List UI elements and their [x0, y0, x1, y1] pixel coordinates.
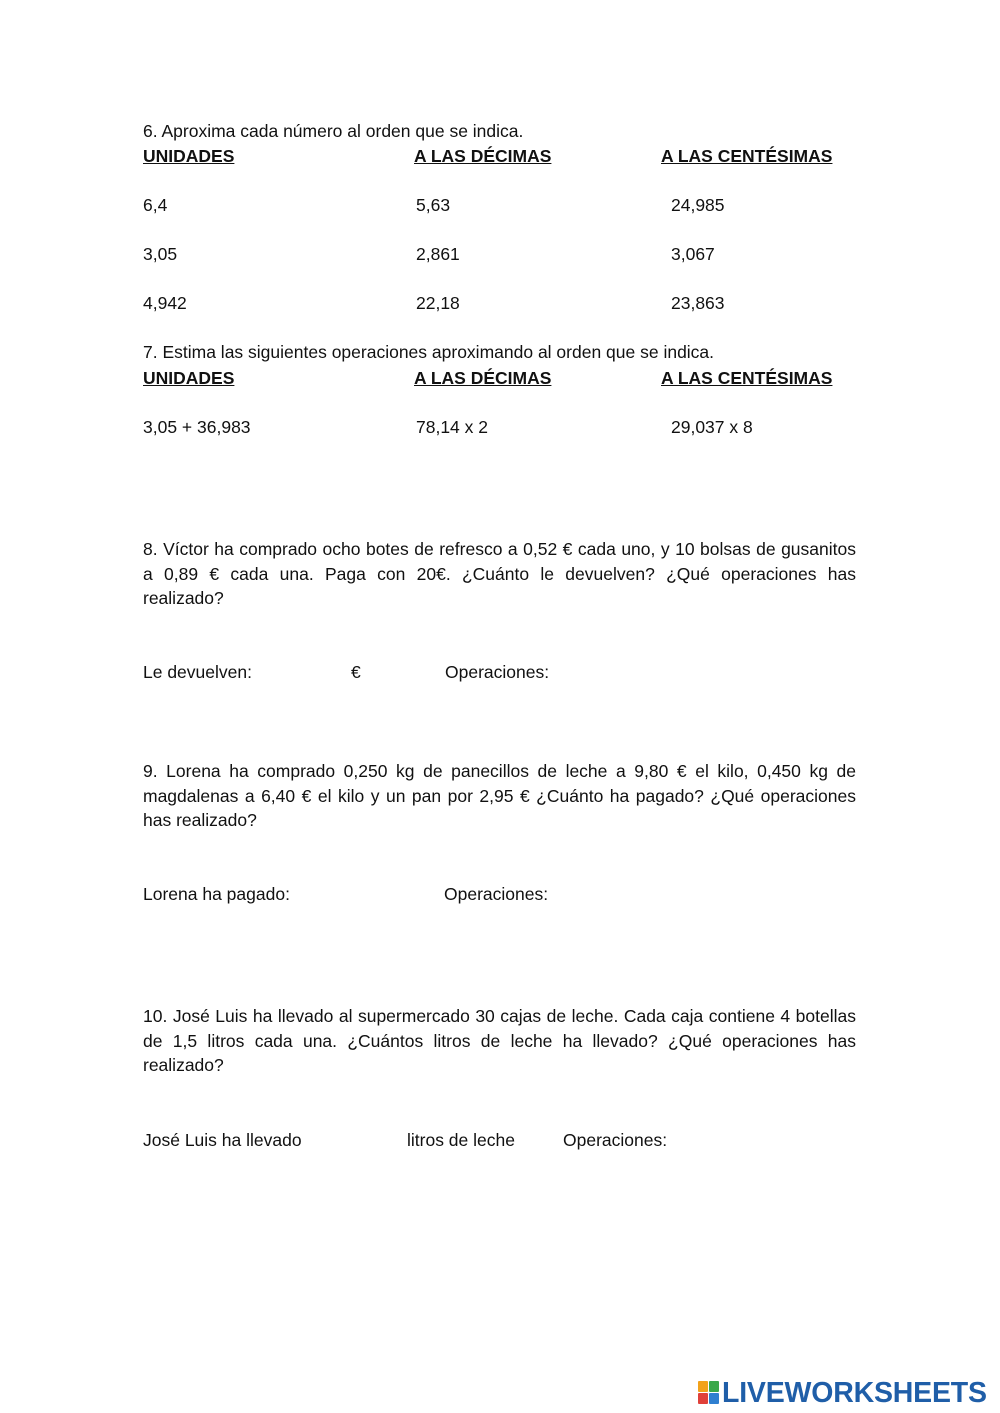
ex7-prompt: 7. Estima las siguientes operaciones aproximando al orden que se indica.	[143, 342, 715, 362]
ex6-r1-c3: 24,985	[671, 195, 725, 215]
ex6-r2-c2: 2,861	[416, 244, 460, 264]
ex7-header-unidades: UNIDADES	[143, 368, 235, 388]
ex6-r2-c3: 3,067	[671, 244, 715, 264]
liveworksheets-logo-text: LIVEWORKSHEETS	[722, 1377, 987, 1409]
ex8-answer-label: Le devuelven:	[143, 662, 252, 682]
liveworksheets-logo	[698, 1378, 994, 1408]
ex9-operations-label: Operaciones:	[444, 884, 549, 904]
ex10-problem-text: 10. José Luis ha llevado al supermercado 30 cajas de leche. Cada caja contiene 4 botellas de 1,5 litros cada una. ¿Cuántos litros de leche ha llevado? ¿Qué operaciones has realizado?	[143, 1006, 856, 1076]
ex10-operations-label: Operaciones:	[563, 1130, 668, 1150]
ex7-op-centesimas: 29,037 x 8	[671, 417, 753, 437]
ex6-r2-c1: 3,05	[143, 244, 178, 264]
ex6-r3-c3: 23,863	[671, 293, 725, 313]
ex6-r1-c1: 6,4	[143, 195, 168, 215]
ex7-op-decimas: 78,14 x 2	[416, 417, 488, 437]
ex8-problem-text: 8. Víctor ha comprado ocho botes de refresco a 0,52 € cada uno, y 10 bolsas de gusanitos a 0,89 € cada una. Paga con 20€. ¿Cuánto le devuelven? ¿Qué operaciones has realizado?	[143, 539, 856, 609]
ex7-header-centesimas: A LAS CENTÉSIMAS	[661, 368, 833, 388]
ex8-operations-label: Operaciones:	[445, 662, 550, 682]
ex6-r3-c1: 4,942	[143, 293, 187, 313]
ex6-header-unidades: UNIDADES	[143, 146, 235, 166]
ex7-op-unidades: 3,05 + 36,983	[143, 417, 251, 437]
ex10-unit-label: litros de leche	[407, 1130, 515, 1150]
ex6-header-centesimas: A LAS CENTÉSIMAS	[661, 146, 833, 166]
ex6-r1-c2: 5,63	[416, 195, 451, 215]
ex9-problem-text: 9. Lorena ha comprado 0,250 kg de panecillos de leche a 9,80 € el kilo, 0,450 kg de magdalenas a 6,40 € el kilo y un pan por 2,95 € ¿Cuánto ha pagado? ¿Qué operaciones has realizado?	[143, 761, 856, 831]
ex7-header-decimas: A LAS DÉCIMAS	[414, 368, 552, 388]
ex10-answer-label: José Luis ha llevado	[143, 1130, 302, 1150]
ex9-answer-label: Lorena ha pagado:	[143, 884, 290, 904]
ex6-header-decimas: A LAS DÉCIMAS	[414, 146, 552, 166]
ex6-prompt: 6. Aproxima cada número al orden que se indica.	[143, 121, 524, 141]
ex6-r3-c2: 22,18	[416, 293, 460, 313]
ex8-currency-symbol: €	[351, 662, 361, 682]
